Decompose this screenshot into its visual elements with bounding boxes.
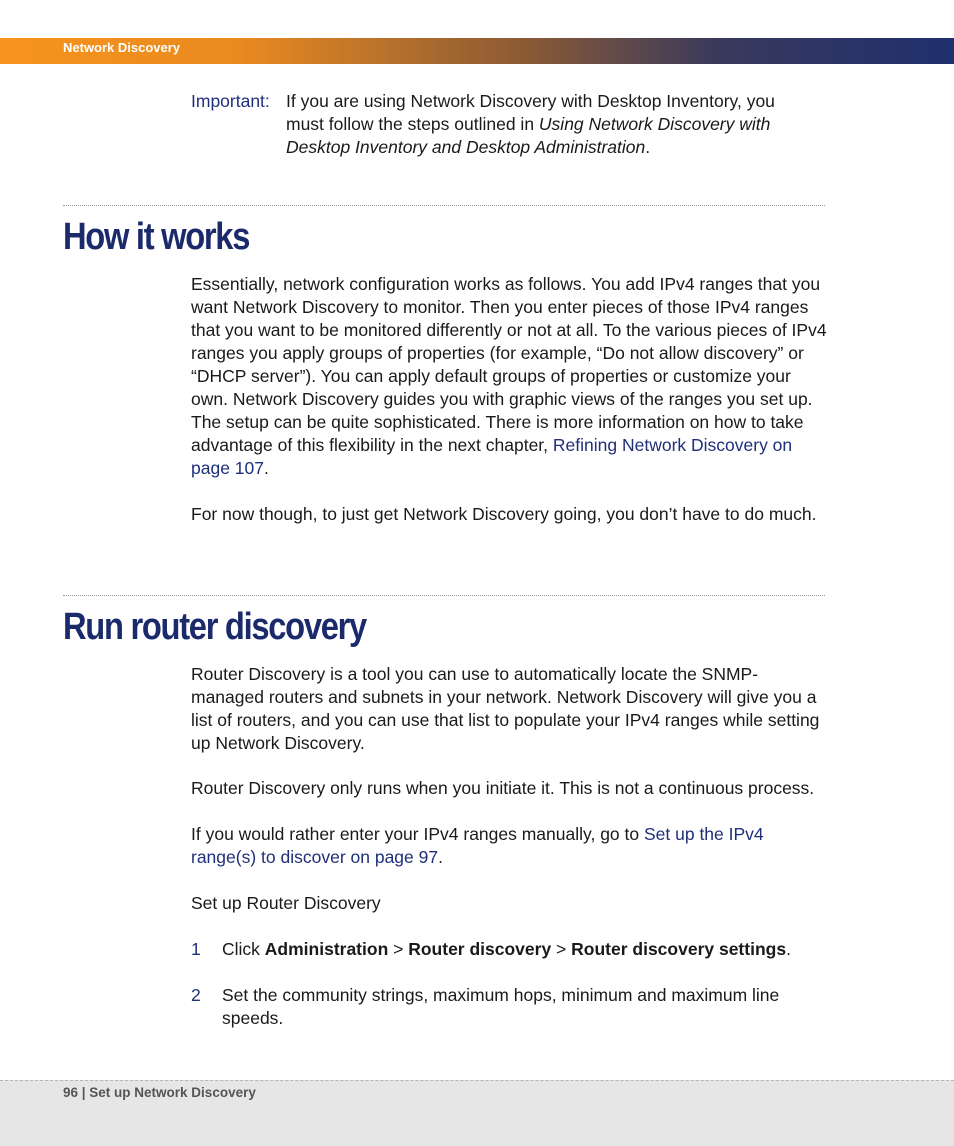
router-paragraph-2 — [191, 777, 831, 800]
important-text-start: If you are using Network Discovery with Desktop Inventory, you must follow the steps outlined in — [286, 91, 775, 134]
how-it-works-text-2: For now though, to just get Network Discovery going, you don’t have to do much. — [191, 504, 817, 524]
section-divider — [63, 205, 825, 206]
step-number: 2 — [191, 985, 201, 1005]
link-set-up-ipv4-ranges[interactable]: Set up the IPv4 range(s) to discover on page 97 — [191, 824, 764, 867]
step-number: 1 — [191, 939, 201, 959]
important-text — [286, 90, 811, 159]
step-text-end: . — [786, 939, 791, 959]
how-it-works-paragraph-2 — [191, 503, 831, 526]
menu-router-discovery: Router discovery — [408, 939, 552, 959]
important-label: Important: — [191, 91, 270, 111]
procedure-title-text: Set up Router Discovery — [191, 893, 381, 913]
step-text: Set the community strings, maximum hops, minimum and maximum line speeds. — [222, 985, 780, 1028]
router-paragraph-1 — [191, 663, 831, 755]
menu-separator: > — [388, 939, 409, 959]
running-header: Network Discovery — [63, 40, 181, 55]
menu-router-discovery-settings: Router discovery settings — [571, 939, 787, 959]
heading-how-it-works: How it works — [63, 216, 250, 258]
important-text-end: . — [645, 137, 651, 157]
menu-separator: > — [551, 939, 572, 959]
step-text-click: Click — [222, 939, 265, 959]
router-text-3: If you would rather enter your IPv4 ranges manually, go to — [191, 824, 644, 844]
menu-administration: Administration — [264, 939, 389, 959]
router-text-3-end: . — [438, 847, 443, 867]
step-text — [222, 938, 832, 961]
footer-text: 96 | Set up Network Discovery — [63, 1085, 256, 1100]
how-it-works-text: Essentially, network configuration works as follows. You add IPv4 ranges that you want Network Discovery to monitor. Then you enter pieces of those IPv4 ranges that you want to be monitored differently or not at all. To the various pieces of IPv4 ranges you apply groups of properties (for example, “Do not allow discovery” or “DHCP server”). You can apply default groups of properties or customize your own. Network Discovery guides you with graphic views of the ranges you set up. The setup can be quite sophisticated. There is more information on how to take advantage of this flexibility in the next chapter, — [191, 274, 827, 455]
section-divider — [63, 595, 825, 596]
heading-run-router-discovery: Run router discovery — [63, 606, 366, 648]
how-it-works-paragraph — [191, 273, 831, 480]
router-paragraph-3 — [191, 823, 801, 869]
router-text-2: Router Discovery only runs when you initiate it. This is not a continuous process. — [191, 778, 815, 798]
link-refining-network-discovery[interactable]: Refining Network Discovery on page 107 — [191, 435, 793, 478]
procedure-title — [191, 892, 831, 915]
router-text-1: Router Discovery is a tool you can use to automatically locate the SNMP-managed routers and subnets in your network. Network Discovery will give you a list of routers, and you can use that list to populate your IPv4 ranges while setting up Network Discovery. — [191, 664, 820, 753]
how-it-works-text-end: . — [264, 458, 269, 478]
important-reference: Using Network Discovery with Desktop Inventory and Desktop Administration — [286, 114, 771, 157]
